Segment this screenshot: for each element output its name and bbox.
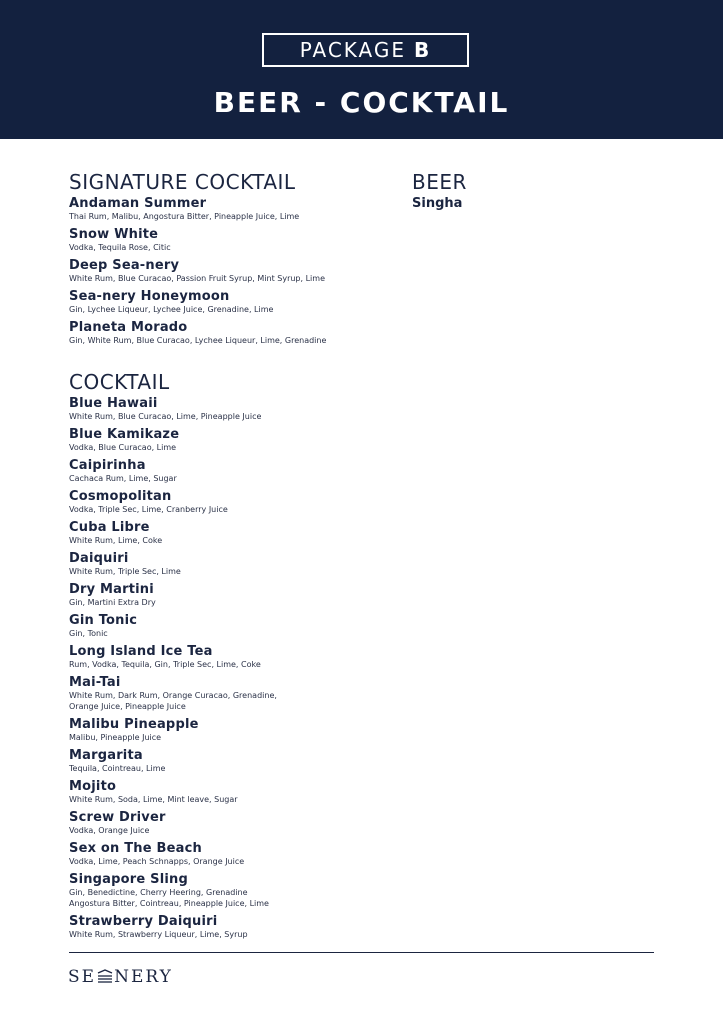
menu-item-name: Daiquiri	[69, 551, 129, 566]
menu-item	[69, 551, 399, 577]
menu-item-name: Margarita	[69, 748, 143, 763]
menu-item	[69, 717, 399, 743]
menu-item	[69, 289, 399, 315]
menu-item-ingredients: Vodka, Orange Juice	[69, 826, 150, 835]
menu-item-ingredients: Gin, White Rum, Blue Curacao, Lychee Liqueur, Lime, Grenadine	[69, 336, 327, 345]
menu-item-name: Cuba Libre	[69, 520, 150, 535]
signature-cocktail-heading: SIGNATURE COCKTAIL	[69, 170, 296, 194]
menu-item-name: Dry Martini	[69, 582, 154, 597]
menu-item-ingredients: Gin, Martini Extra Dry	[69, 598, 156, 607]
menu-item-name: Sea-nery Honeymoon	[69, 289, 230, 304]
menu-item-ingredients: White Rum, Dark Rum, Orange Curacao, Grenadine, Orange Juice, Pineapple Juice	[69, 691, 277, 711]
menu-item	[69, 872, 399, 909]
menu-item-name: Strawberry Daiquiri	[69, 914, 218, 929]
menu-item	[69, 841, 399, 867]
menu-item	[69, 258, 399, 284]
menu-item	[69, 644, 399, 670]
signature-cocktail-list	[69, 196, 399, 351]
header-banner	[0, 0, 723, 139]
package-word: PACKAGE	[299, 38, 407, 62]
menu-item	[69, 427, 399, 453]
menu-item-ingredients: Gin, Benedictine, Cherry Heering, Grenadine Angostura Bitter, Cointreau, Pineapple Juice, Lime	[69, 888, 269, 908]
menu-item-ingredients: Cachaca Rum, Lime, Sugar	[69, 474, 177, 483]
menu-item-name: Gin Tonic	[69, 613, 138, 628]
menu-item-name: Singapore Sling	[69, 872, 188, 887]
menu-item-ingredients: Vodka, Triple Sec, Lime, Cranberry Juice	[69, 505, 228, 514]
menu-item-name: Snow White	[69, 227, 159, 242]
menu-item-ingredients: Rum, Vodka, Tequila, Gin, Triple Sec, Lime, Coke	[69, 660, 261, 669]
menu-item-ingredients: White Rum, Blue Curacao, Lime, Pineapple Juice	[69, 412, 262, 421]
menu-item-ingredients: Tequila, Cointreau, Lime	[69, 764, 166, 773]
logo-text-prefix: SE	[68, 967, 97, 987]
menu-item	[69, 582, 399, 608]
menu-item	[69, 914, 399, 940]
menu-item	[69, 520, 399, 546]
menu-item-ingredients: Vodka, Lime, Peach Schnapps, Orange Juice	[69, 857, 245, 866]
page-title: BEER - COCKTAIL	[213, 86, 510, 119]
cocktail-heading: COCKTAIL	[69, 370, 170, 394]
menu-item	[69, 613, 399, 639]
menu-item-name: Screw Driver	[69, 810, 166, 825]
menu-item-ingredients: Malibu, Pineapple Juice	[69, 733, 162, 742]
menu-item-ingredients: White Rum, Blue Curacao, Passion Fruit Syrup, Mint Syrup, Lime	[69, 274, 325, 283]
footer-divider	[69, 952, 654, 953]
menu-item-ingredients: White Rum, Triple Sec, Lime	[69, 567, 181, 576]
menu-item	[69, 748, 399, 774]
menu-item	[69, 196, 399, 222]
menu-item-name: Planeta Morado	[69, 320, 188, 335]
package-letter: B	[414, 38, 432, 62]
menu-item-ingredients: Gin, Lychee Liqueur, Lychee Juice, Grenadine, Lime	[69, 305, 274, 314]
menu-item-ingredients: Gin, Tonic	[69, 629, 108, 638]
menu-item	[69, 458, 399, 484]
menu-item	[69, 227, 399, 253]
menu-item-name: Long Island Ice Tea	[69, 644, 213, 659]
menu-item-name: Mai-Tai	[69, 675, 121, 690]
menu-item-ingredients: Vodka, Tequila Rose, Citic	[69, 243, 171, 252]
beer-item: Singha	[412, 196, 463, 211]
menu-item	[69, 675, 399, 712]
menu-item-name: Malibu Pineapple	[69, 717, 199, 732]
beer-heading: BEER	[412, 170, 467, 194]
menu-item-ingredients: White Rum, Soda, Lime, Mint leave, Sugar	[69, 795, 238, 804]
menu-item-name: Mojito	[69, 779, 117, 794]
menu-item-ingredients: Thai Rum, Malibu, Angostura Bitter, Pineapple Juice, Lime	[69, 212, 300, 221]
seanery-logo	[68, 966, 173, 988]
menu-item	[69, 779, 399, 805]
menu-item-ingredients: White Rum, Lime, Coke	[69, 536, 163, 545]
logo-text-suffix: NERY	[114, 967, 173, 987]
menu-item-name: Blue Hawaii	[69, 396, 158, 411]
menu-item-name: Sex on The Beach	[69, 841, 202, 856]
menu-item	[69, 320, 399, 346]
menu-item-name: Deep Sea-nery	[69, 258, 180, 273]
menu-item	[69, 396, 399, 422]
menu-item-name: Cosmopolitan	[69, 489, 172, 504]
menu-item-ingredients: White Rum, Strawberry Liqueur, Lime, Syrup	[69, 930, 248, 939]
package-badge	[262, 33, 469, 67]
menu-item-ingredients: Vodka, Blue Curacao, Lime	[69, 443, 177, 452]
menu-item-name: Caipirinha	[69, 458, 146, 473]
menu-item-name: Blue Kamikaze	[69, 427, 180, 442]
cocktail-list	[69, 396, 399, 945]
menu-item	[69, 810, 399, 836]
menu-item-name: Andaman Summer	[69, 196, 207, 211]
wave-icon	[97, 969, 113, 985]
menu-item	[69, 489, 399, 515]
